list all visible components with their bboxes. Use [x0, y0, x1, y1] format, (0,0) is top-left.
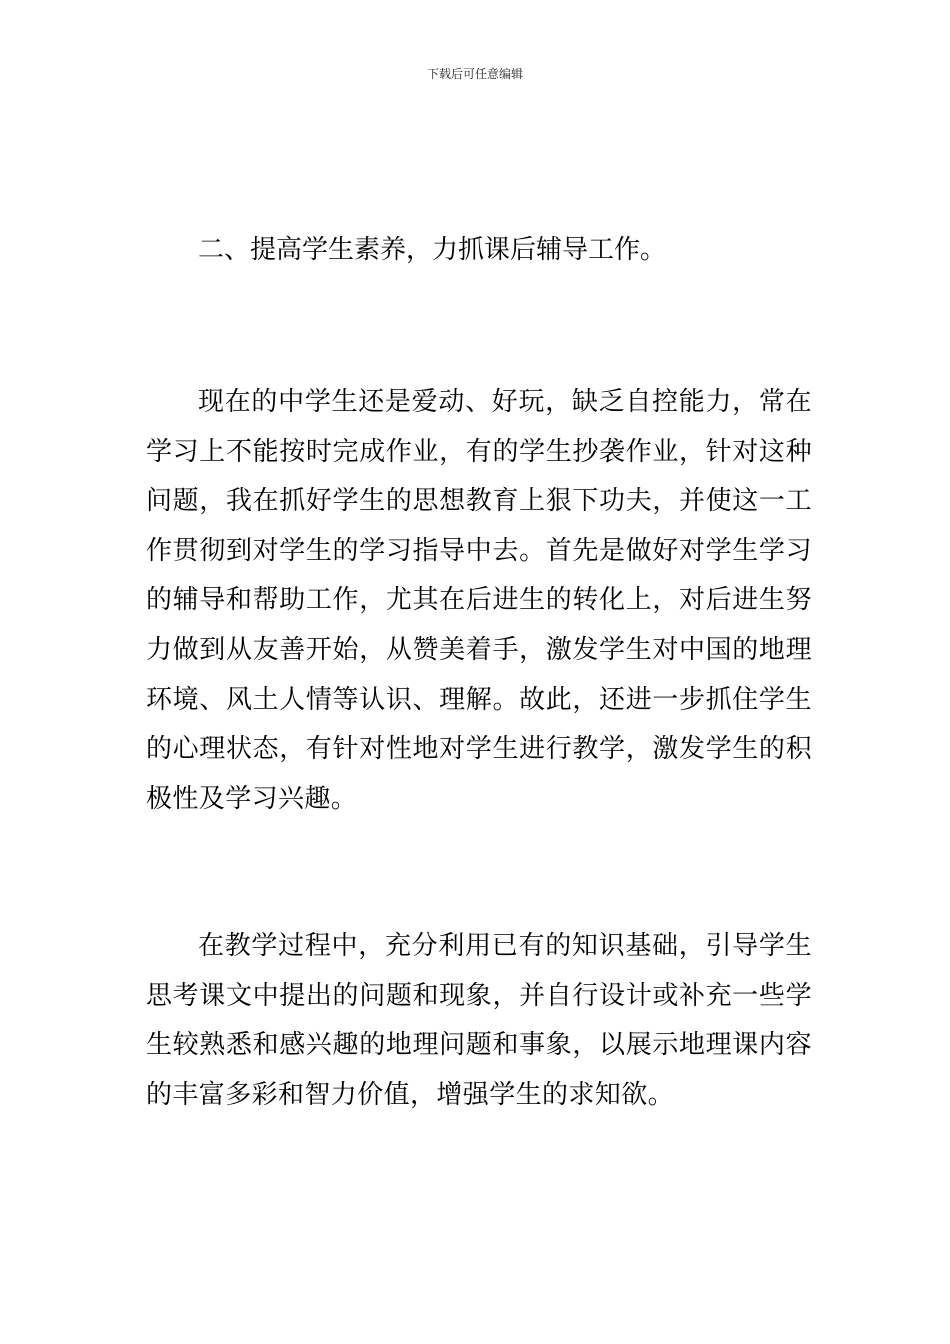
page-header: 下载后可任意编辑 [426, 67, 523, 81]
paragraph-1: 现在的中学生还是爱动、好玩，缺乏自控能力，常在学习上不能按时完成作业，有的学生抄袭作业，针对这种问题，我在抓好学生的思想教育上狠下功夫，并使这一工作贯彻到对学生的学习指导中去。首先是做好对学生学习的辅导和帮助工作，尤其在后进生的转化上，对后进生努力做到从友善开始，从赞美着手，激发学生对中国的地理环境、风土人情等认识、理解。故此，还进一步抓住学生的心理状态，有针对性地对学生进行教学，激发学生的积极性及学习兴趣。 [146, 387, 812, 814]
section-heading: 二、提高学生素养，力抓课后辅导工作。 [198, 235, 667, 265]
paragraph-2: 在教学过程中，充分利用已有的知识基础，引导学生思考课文中提出的问题和现象，并自行设计或补充一些学生较熟悉和感兴趣的地理问题和事象，以展示地理课内容的丰富多彩和智力价值，增强学生的求知欲。 [146, 931, 812, 1110]
